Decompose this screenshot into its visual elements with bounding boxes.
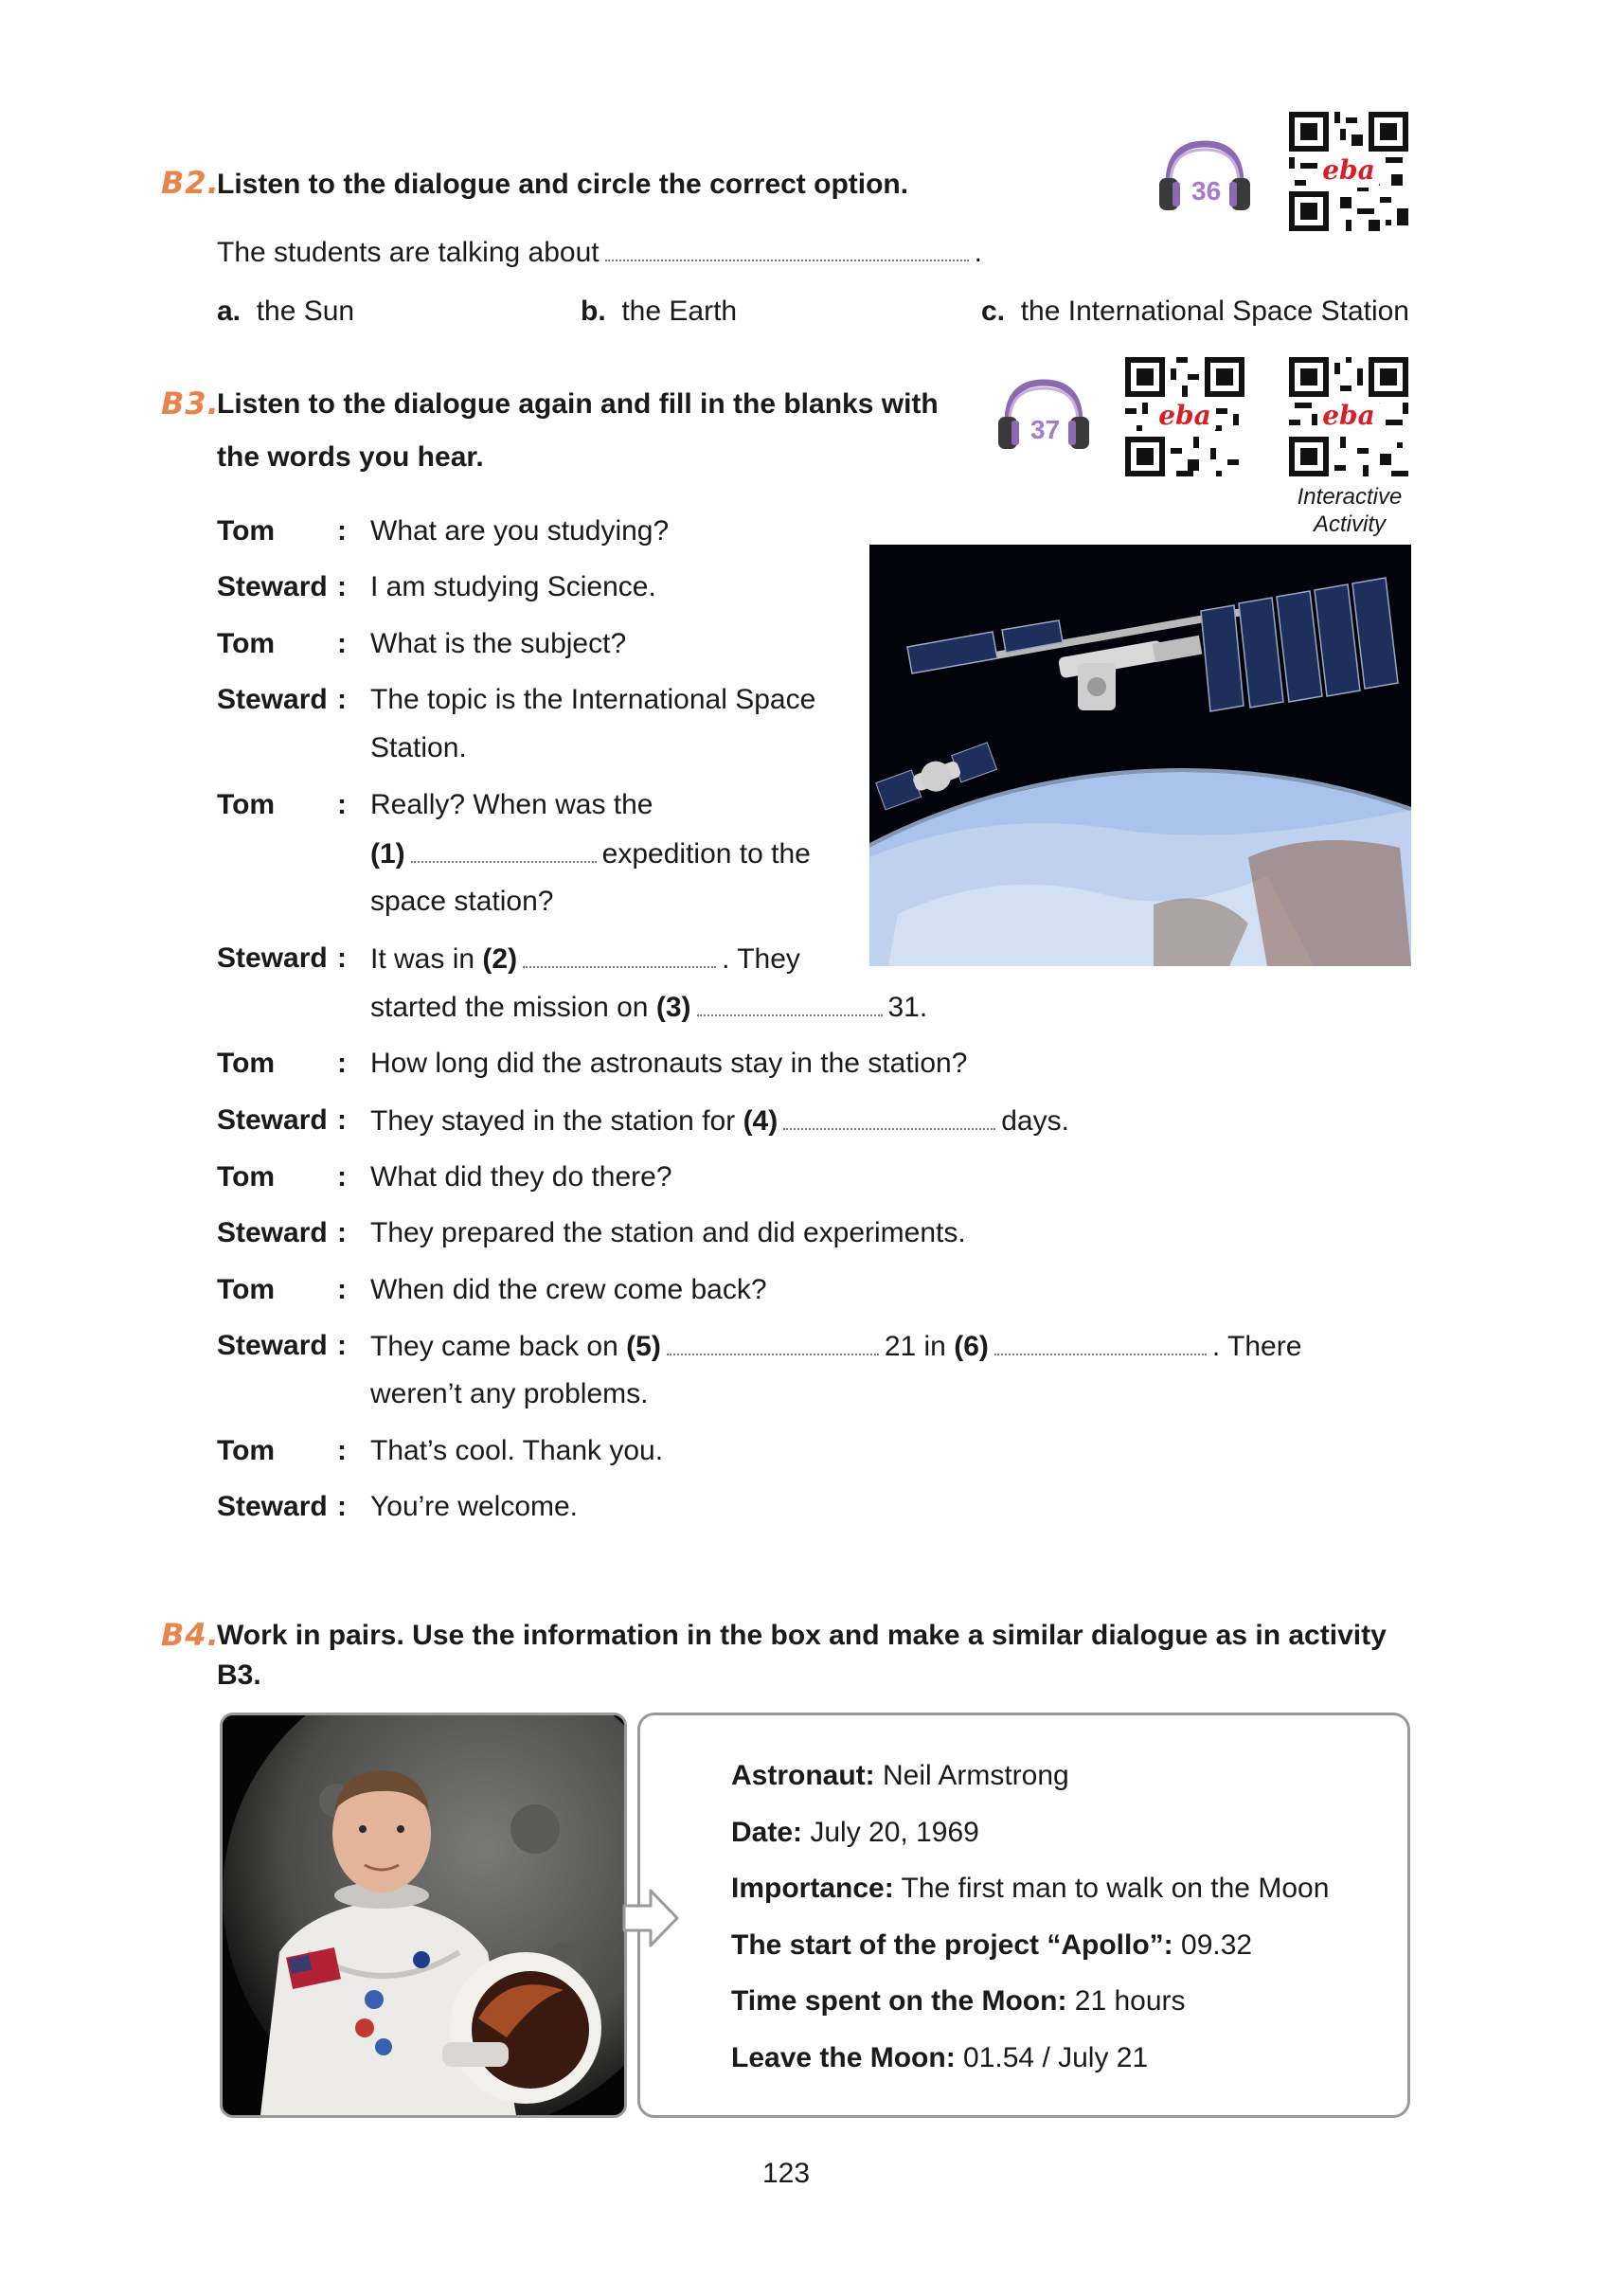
arrow-right-icon [618, 1885, 685, 1951]
headphones-icon[interactable] [996, 377, 1091, 453]
astronaut-photo [220, 1713, 627, 2118]
dialogue-text: That’s cool. Thank you. [370, 1435, 664, 1466]
dialogue-text: Station. [370, 732, 467, 763]
info-value: Neil Armstrong [883, 1760, 1069, 1791]
dialogue-text: expedition to the [601, 838, 811, 870]
dialogue-text: When did the crew come back? [370, 1274, 767, 1305]
answer-blank[interactable] [783, 1103, 995, 1130]
info-label: Leave the Moon: [731, 2042, 956, 2073]
info-astronaut [731, 1759, 1069, 1793]
info-value: The first man to walk on the Moon [901, 1873, 1330, 1904]
dialogue-text: They prepared the station and did experiments. [370, 1217, 966, 1248]
eba-logo: eba [1317, 399, 1380, 433]
info-time [731, 1984, 1186, 2018]
dialogue-text: How long did the astronauts stay in the station? [370, 1048, 968, 1079]
speaker-name: Tom [217, 515, 276, 547]
interactive-label-line2: Activity [1313, 511, 1386, 537]
info-value: July 20, 1969 [810, 1817, 979, 1848]
activity-code-b3: B3. [161, 386, 220, 422]
blank-number: (3) [655, 992, 691, 1023]
speaker-colon: : [337, 1435, 347, 1466]
speaker-name: Tom [217, 1274, 276, 1305]
dialogue-text: . There [1211, 1331, 1302, 1362]
dialogue-text: I am studying Science. [370, 571, 656, 602]
page-number: 123 [761, 2158, 811, 2189]
info-value: 09.32 [1181, 1929, 1253, 1961]
answer-blank[interactable] [697, 990, 883, 1016]
speaker-colon: : [337, 1274, 347, 1305]
answer-blank[interactable] [667, 1329, 879, 1355]
option-letter: b. [581, 296, 606, 327]
speaker-colon: : [337, 1217, 347, 1248]
speaker-name: Steward [217, 684, 328, 715]
blank-number: (6) [954, 1331, 989, 1362]
activity-title-b4-line1: Work in pairs. Use the information in the box and make a similar dialogue as in activity [217, 1620, 1387, 1651]
option-text: the Sun [256, 296, 355, 327]
speaker-name: Tom [217, 789, 276, 820]
eba-logo: eba [1154, 399, 1216, 433]
speaker-colon: : [337, 1161, 347, 1193]
interactive-label-line1: Interactive [1297, 484, 1403, 510]
speaker-name: Tom [217, 1435, 276, 1466]
speaker-colon: : [337, 628, 347, 659]
speaker-name: Tom [217, 628, 276, 659]
activity-code-b4: B4. [161, 1617, 220, 1653]
info-label: Time spent on the Moon: [731, 1985, 1067, 2017]
dialogue-text: They came back on [370, 1331, 618, 1362]
info-label: Date: [731, 1817, 803, 1848]
b2-sentence [217, 235, 982, 269]
dialogue-text: Really? When was the [370, 789, 653, 820]
info-leave [731, 2041, 1148, 2075]
dialogue-text: . They [722, 943, 800, 975]
speaker-colon: : [337, 942, 347, 974]
dialogue-text: space station? [370, 886, 554, 917]
speaker-name: Steward [217, 1104, 328, 1136]
dialogue-text: It was in [370, 943, 475, 975]
blank-number: (5) [626, 1331, 661, 1362]
dialogue-text: They stayed in the station for [370, 1105, 736, 1137]
info-label: Astronaut: [731, 1760, 875, 1791]
interactive-activity-label [1269, 483, 1430, 538]
answer-blank[interactable] [605, 235, 969, 261]
info-value: 21 hours [1074, 1985, 1186, 2017]
info-label: The start of the project “Apollo”: [731, 1929, 1173, 1961]
track-number-36: 36 [1191, 176, 1222, 206]
dialogue-text: started the mission on [370, 992, 649, 1023]
speaker-colon: : [337, 1104, 347, 1136]
dialogue-text: What did they do there? [370, 1161, 672, 1193]
option-letter: c. [981, 296, 1006, 327]
info-value: 01.54 / July 21 [963, 2042, 1149, 2073]
dialogue-text: What is the subject? [370, 628, 627, 659]
speaker-colon: : [337, 1491, 347, 1522]
dialogue-text: What are you studying? [370, 515, 670, 547]
qr-code-icon[interactable] [1289, 357, 1408, 476]
blank-number: (2) [482, 943, 518, 975]
dialogue-text: weren’t any problems. [370, 1378, 649, 1409]
activity-title-b2: Listen to the dialogue and circle the correct option. [217, 169, 909, 200]
speaker-colon: : [337, 1330, 347, 1361]
b2-sentence-end: . [974, 237, 982, 268]
answer-blank[interactable] [411, 836, 597, 863]
dialogue-text: days. [1001, 1105, 1069, 1137]
info-importance [731, 1872, 1329, 1906]
activity-title-b3-line2: the words you hear. [217, 441, 484, 473]
answer-blank[interactable] [994, 1329, 1207, 1355]
speaker-colon: : [337, 1048, 347, 1079]
qr-code-icon[interactable] [1289, 112, 1408, 231]
option-text: the International Space Station [1020, 296, 1409, 327]
answer-blank[interactable] [523, 942, 716, 968]
blank-number: (1) [370, 838, 405, 870]
speaker-colon: : [337, 684, 347, 715]
space-station-image [869, 545, 1411, 966]
speaker-name: Steward [217, 1217, 328, 1248]
speaker-name: Tom [217, 1161, 276, 1193]
info-project [731, 1928, 1252, 1963]
option-a[interactable] [217, 296, 354, 328]
speaker-colon: : [337, 571, 347, 602]
activity-code-b2: B2. [161, 165, 220, 201]
info-date [731, 1816, 979, 1850]
qr-code-icon[interactable] [1125, 357, 1244, 476]
eba-logo: eba [1317, 153, 1380, 188]
b2-sentence-text: The students are talking about [217, 237, 600, 268]
speaker-colon: : [337, 789, 347, 820]
dialogue-text: You’re welcome. [370, 1491, 579, 1522]
dialogue-text: 31. [887, 992, 928, 1023]
activity-title-b3-line1: Listen to the dialogue again and fill in the blanks with [217, 388, 939, 420]
blank-number: (4) [743, 1105, 779, 1137]
option-c[interactable] [981, 296, 1409, 328]
option-text: the Earth [621, 296, 738, 327]
headphones-icon[interactable] [1157, 138, 1252, 214]
option-letter: a. [217, 296, 242, 327]
option-b[interactable] [581, 296, 737, 328]
speaker-name: Steward [217, 571, 328, 602]
dialogue-text: The topic is the International Space [370, 684, 816, 715]
speaker-name: Steward [217, 942, 328, 974]
speaker-name: Steward [217, 1330, 328, 1361]
speaker-name: Steward [217, 1491, 328, 1522]
speaker-name: Tom [217, 1048, 276, 1079]
activity-title-b4-line2: B3. [217, 1659, 261, 1691]
speaker-colon: : [337, 515, 347, 547]
info-label: Importance: [731, 1873, 894, 1904]
track-number-37: 37 [1030, 415, 1061, 444]
dialogue-text: 21 in [884, 1331, 946, 1362]
